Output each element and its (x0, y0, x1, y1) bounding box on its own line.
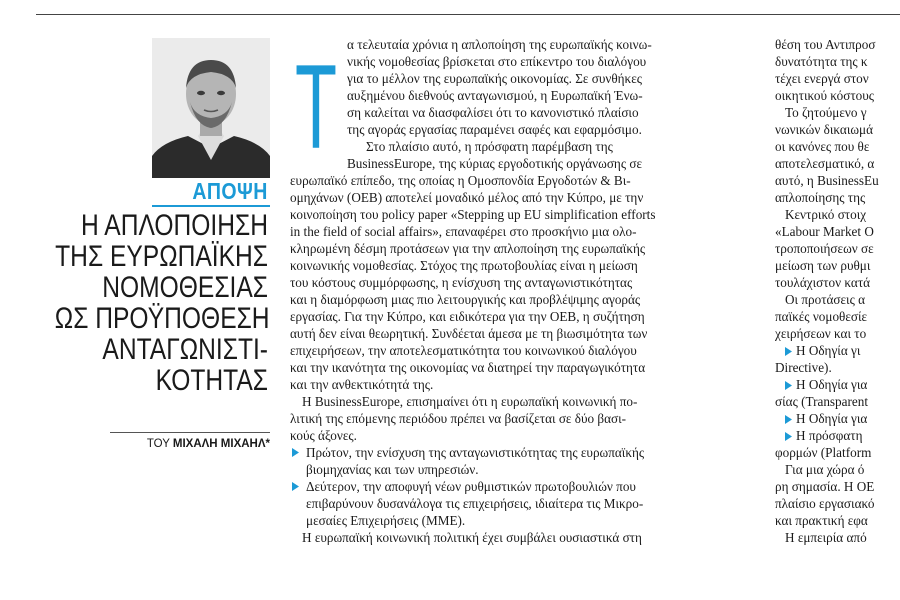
text-line: και την ανθεκτικότητά της. (290, 377, 434, 392)
bullet-text: Η Οδηγία για (796, 411, 868, 426)
text-line: χειρήσεων και το (775, 326, 867, 341)
text-line: φορμών (Platform (775, 445, 872, 460)
text-line: ευρωπαϊκό επίπεδο, της οποίας η Ομοσπονδία Εργοδοτών & Βι- (290, 173, 631, 188)
bullet-arrow-icon (785, 381, 792, 390)
text-line: εργασίας. Για την Κύπρο, και ειδικότερα για την ΟΕΒ, η συζήτηση (290, 309, 645, 324)
text-line: επιβαρύνουν δυσανάλογα τις επιχειρήσεις, ιδιαίτερα τις Μικρο- (306, 496, 644, 511)
text-line: μεσαίες Επιχειρήσεις (ΜΜΕ). (306, 513, 466, 528)
text-line: «Labour Market O (775, 224, 874, 239)
text-line: αυτό, η BusinessEu (775, 173, 879, 188)
bullet-text: Η Οδηγία για (796, 377, 868, 392)
bullet-item (775, 342, 900, 359)
bullet-item (775, 376, 900, 393)
headline-line: ΩΣ ΠΡΟΫΠΟΘΕΣΗ (54, 302, 270, 335)
text-line: τροποποιήσεων σε (775, 241, 874, 256)
text-line: επιχειρήσεων, την αποτελεσματικότητα του κοινωνικού διαλόγου (290, 343, 637, 358)
bullet-item (775, 427, 900, 444)
byline-rule (110, 432, 270, 433)
bullet-arrow-icon (292, 448, 299, 457)
bullet-arrow-icon (292, 482, 299, 491)
bullet-text: Η πρόσφατη (796, 428, 863, 443)
text-line: της αγοράς εργασίας παραμένει σαφές και εφαρμόσιμο. (347, 122, 642, 137)
text-line: πλαίσιο εργασιακό (775, 496, 875, 511)
byline-prefix: ΤΟΥ (146, 438, 170, 450)
text-line: Η ευρωπαϊκή κοινωνική πολιτική έχει συμβάλει ουσιαστικά στη (302, 530, 642, 545)
text-line: τέχει ενεργά στον (775, 71, 869, 86)
text-line: απλοποίησης της (775, 190, 866, 205)
bullet-text: Δεύτερον, την αποφυγή νέων ρυθμιστικών πρωτοβουλιών που (306, 479, 636, 494)
text-line: ση καλείται να διασφαλίσει ότι το κανονιστικό πλαίσιο (347, 105, 639, 120)
text-line: Στο πλαίσιο αυτό, η πρόσφατη παρέμβαση της (366, 139, 613, 154)
text-line: παϊκές νομοθεσίε (775, 309, 868, 324)
bullet-item (290, 478, 755, 495)
bullet-text: Η Οδηγία γι (796, 343, 861, 358)
byline-name: ΜΙΧΑΛΗ ΜΙΧΑΗΛ* (172, 438, 270, 450)
text-line: θέση του Αντιπροσ (775, 37, 876, 52)
text-line: οικητικού κόστους (775, 88, 875, 103)
text-line: in the field of social affairs», επαναφέρει στο προσκήνιο μια ολο- (290, 224, 637, 239)
text-line: ρη σημασία. Η ΟΕ (775, 479, 875, 494)
headline-line: ΑΝΤΑΓΩΝΙΣΤΙ- (102, 333, 268, 366)
headline-line: Η ΑΠΛΟΠΟΙΗΣΗ (81, 209, 268, 242)
text-line: κοινωνικής νομοθεσίας. Στόχος της πρωτοβουλίας είναι η μείωση (290, 258, 638, 273)
text-line: Κεντρικό στοιχ (785, 207, 867, 222)
dropcap-letter: Τ (295, 40, 337, 174)
text-line: και πρακτική εφα (775, 513, 868, 528)
bullet-arrow-icon (785, 432, 792, 441)
text-line: Η BusinessEurope, επισημαίνει ότι η ευρωπαϊκή κοινωνική πο- (302, 394, 638, 409)
text-line: Για μια χώρα ό (785, 462, 865, 477)
headline-line: ΚΟΤΗΤΑΣ (155, 364, 268, 397)
text-line: τουλάχιστον κατά (775, 275, 871, 290)
headline-line: ΝΟΜΟΘΕΣΙΑΣ (102, 271, 268, 304)
text-line: οι κανόνες που θε (775, 139, 870, 154)
article-column-main (290, 36, 755, 546)
section-rule (152, 205, 270, 207)
bullet-arrow-icon (785, 347, 792, 356)
headline (8, 210, 268, 396)
text-line: και η διαμόρφωση μιας πιο λειτουργικής και προβλέψιμης αγοράς (290, 292, 641, 307)
text-line: λιτική της επόμενης περιόδου πρέπει να βασίζεται σε δύο βασι- (290, 411, 627, 426)
text-line: νικής νομοθεσίας βρίσκεται στο επίκεντρο του διαλόγου (347, 54, 647, 69)
text-line: βιομηχανίας και των υπηρεσιών. (306, 462, 479, 477)
bullet-arrow-icon (785, 415, 792, 424)
text-line: κοινοποίηση του policy paper «Stepping up EU simplification efforts (290, 207, 656, 222)
bullet-text: Πρώτον, την ενίσχυση της ανταγωνιστικότητας της ευρωπαϊκής (306, 445, 645, 460)
text-line: ομηχάνων (ΟΕΒ) αποτελεί μοναδικό μέλος από την Κύπρο, με την (290, 190, 644, 205)
text-line: και την ικανότητα της οικονομίας να διατηρεί την παραγωγικότητα (290, 360, 646, 375)
bullet-item (775, 410, 900, 427)
top-rule (36, 14, 900, 15)
text-line: κληρωμένη δέσμη προτάσεων για την απλοποίηση της ευρωπαϊκής (290, 241, 646, 256)
text-line: του κόστους συμμόρφωσης, η ενίσχυση της ανταγωνιστικότητας (290, 275, 633, 290)
byline (147, 438, 270, 450)
text-line: αποτελεσματικό, α (775, 156, 875, 171)
text-line: για το μέλλον της ευρωπαϊκής οικονομίας. Σε συνθήκες (347, 71, 642, 86)
text-line: Directive). (775, 360, 832, 375)
headline-line: ΤΗΣ ΕΥΡΩΠΑΪΚΗΣ (55, 240, 268, 273)
text-line: BusinessEurope, της κύριας εργοδοτικής οργάνωσης σε (347, 156, 642, 171)
text-line: α τελευταία χρόνια η απλοποίηση της ευρωπαϊκής κοινω- (347, 37, 652, 52)
text-line: Οι προτάσεις α (785, 292, 866, 307)
bullet-item (290, 444, 755, 461)
text-line: σίας (Transparent (775, 394, 868, 409)
text-line: αυτή δεν είναι θεωρητική. Συνδέεται άμεσα με τη βιωσιμότητα των (290, 326, 648, 341)
article-column-right (775, 36, 900, 546)
author-photo (152, 38, 270, 178)
text-line: νωνικών δικαιωμά (775, 122, 874, 137)
text-line: δυνατότητα της κ (775, 54, 868, 69)
section-label: ΑΠΟΨΗ (192, 178, 268, 204)
text-line: κούς άξονες. (290, 428, 357, 443)
text-line: μείωση των ρυθμι (775, 258, 871, 273)
text-line: αυξημένου διεθνούς ανταγωνισμού, η Ευρωπαϊκή Ένω- (347, 88, 643, 103)
text-line: Η εμπειρία από (785, 530, 867, 545)
text-line: Το ζητούμενο γ (785, 105, 867, 120)
